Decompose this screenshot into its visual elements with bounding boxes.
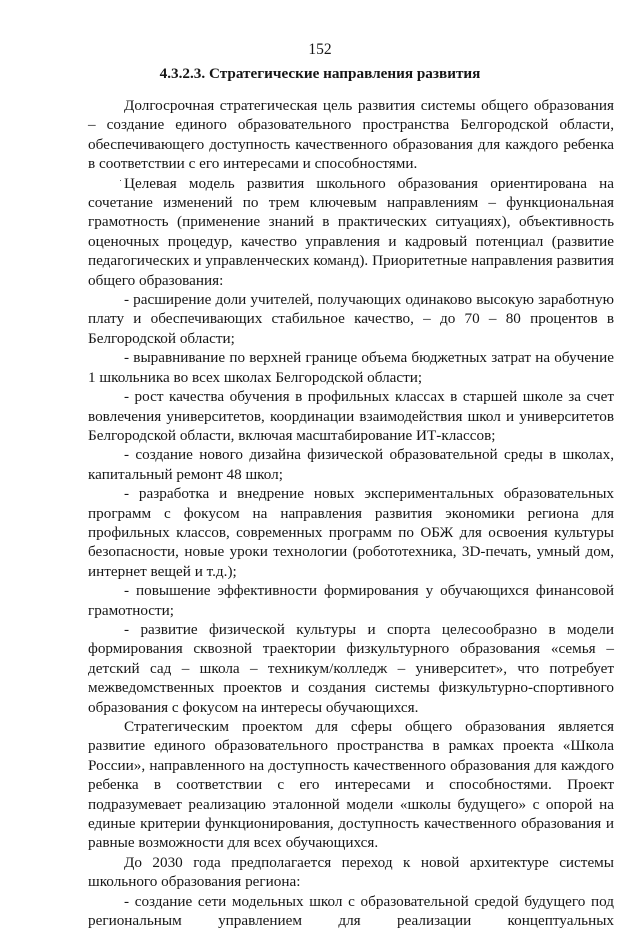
list-item-teacher-salaries: - расширение доли учителей, получающих одинаково высокую заработную плату и обеспечивающих стабильное качество, – до 70 – 80 процентов в Белгородской области; xyxy=(88,291,614,347)
list-item-financial-literacy: - повышение эффективности формирования у обучающихся финансовой грамотности; xyxy=(88,582,614,619)
list-item-profile-classes: - рост качества обучения в профильных классах в старшей школе за счет вовлечения университетов, координации взаимодействия школ и университетов Белгородской области, включая масштабирование ИТ-классов; xyxy=(88,388,614,444)
list-item-physical-culture: - развитие физической культуры и спорта целесообразно в модели формирования сквозной траектории физкультурного образования «семья – детский сад – школа – техникум/колледж – университет», что потребует межведомственных проектов и создания системы физкультурно-спортивного образования с фокусом на интересы обучающихся. xyxy=(88,620,614,716)
paragraph-strategic-project: Стратегическим проектом для сферы общего образования является развитие единого образовательного пространства в рамках проекта «Школа России», направленного на доступность качественного образования для каждого ребенка в соответствии с его интересами и способностями. Проект подразумевает реализацию эталонной модели «школы будущего» с опорой на единые критерии функционирования, доступность качественного образования и равные возможности для всех обучающихся. xyxy=(88,718,614,852)
page-number: 152 xyxy=(308,41,332,58)
paragraph-architecture-transition: До 2030 года предполагается переход к новой архитектуре системы школьного образования региона: xyxy=(88,853,614,891)
paragraph-strategic-goal: Долгосрочная стратегическая цель развития системы общего образования – создание единого образовательного пространства Белгородской области, обеспечивающего доступность качественного образования для каждого ребенка в соответствии с его интересами и способностями. xyxy=(88,97,614,173)
list-item-experimental-programs: - разработка и внедрение новых экспериментальных образовательных программ с фокусом на направления развития экономики региона для профильных классов, современных программ по ОБЖ для освоения культуры безопасности, новые уроки технологии (робототехника, 3D-печать, умный дом, интернет вещей и т.д.); xyxy=(88,485,614,580)
list-item-model-schools: - создание сети модельных школ с образовательной средой будущего под региональным управлением для реализации концептуальных xyxy=(88,892,614,930)
document-body xyxy=(88,96,614,930)
paragraph-target-model: Целевая модель развития школьного образования ориентирована на сочетание изменений по трем ключевым направлениям – функциональная грамотность (применение знаний в практических ситуациях), объективность оценочных процедур, качество управления и кадровый потенциал (развитие педагогических и управленческих команд). Приоритетные направления развития общего образования: xyxy=(88,174,614,289)
section-heading: 4.3.2.3. Стратегические направления развития xyxy=(159,65,481,82)
list-item-physical-environment: - создание нового дизайна физической образовательной среды в школах, капитальный ремонт 48 школ; xyxy=(88,446,614,483)
list-item-budget-alignment: - выравнивание по верхней границе объема бюджетных затрат на обучение 1 школьника во всех школах Белгородской области; xyxy=(88,349,614,386)
scan-speck xyxy=(120,180,121,181)
